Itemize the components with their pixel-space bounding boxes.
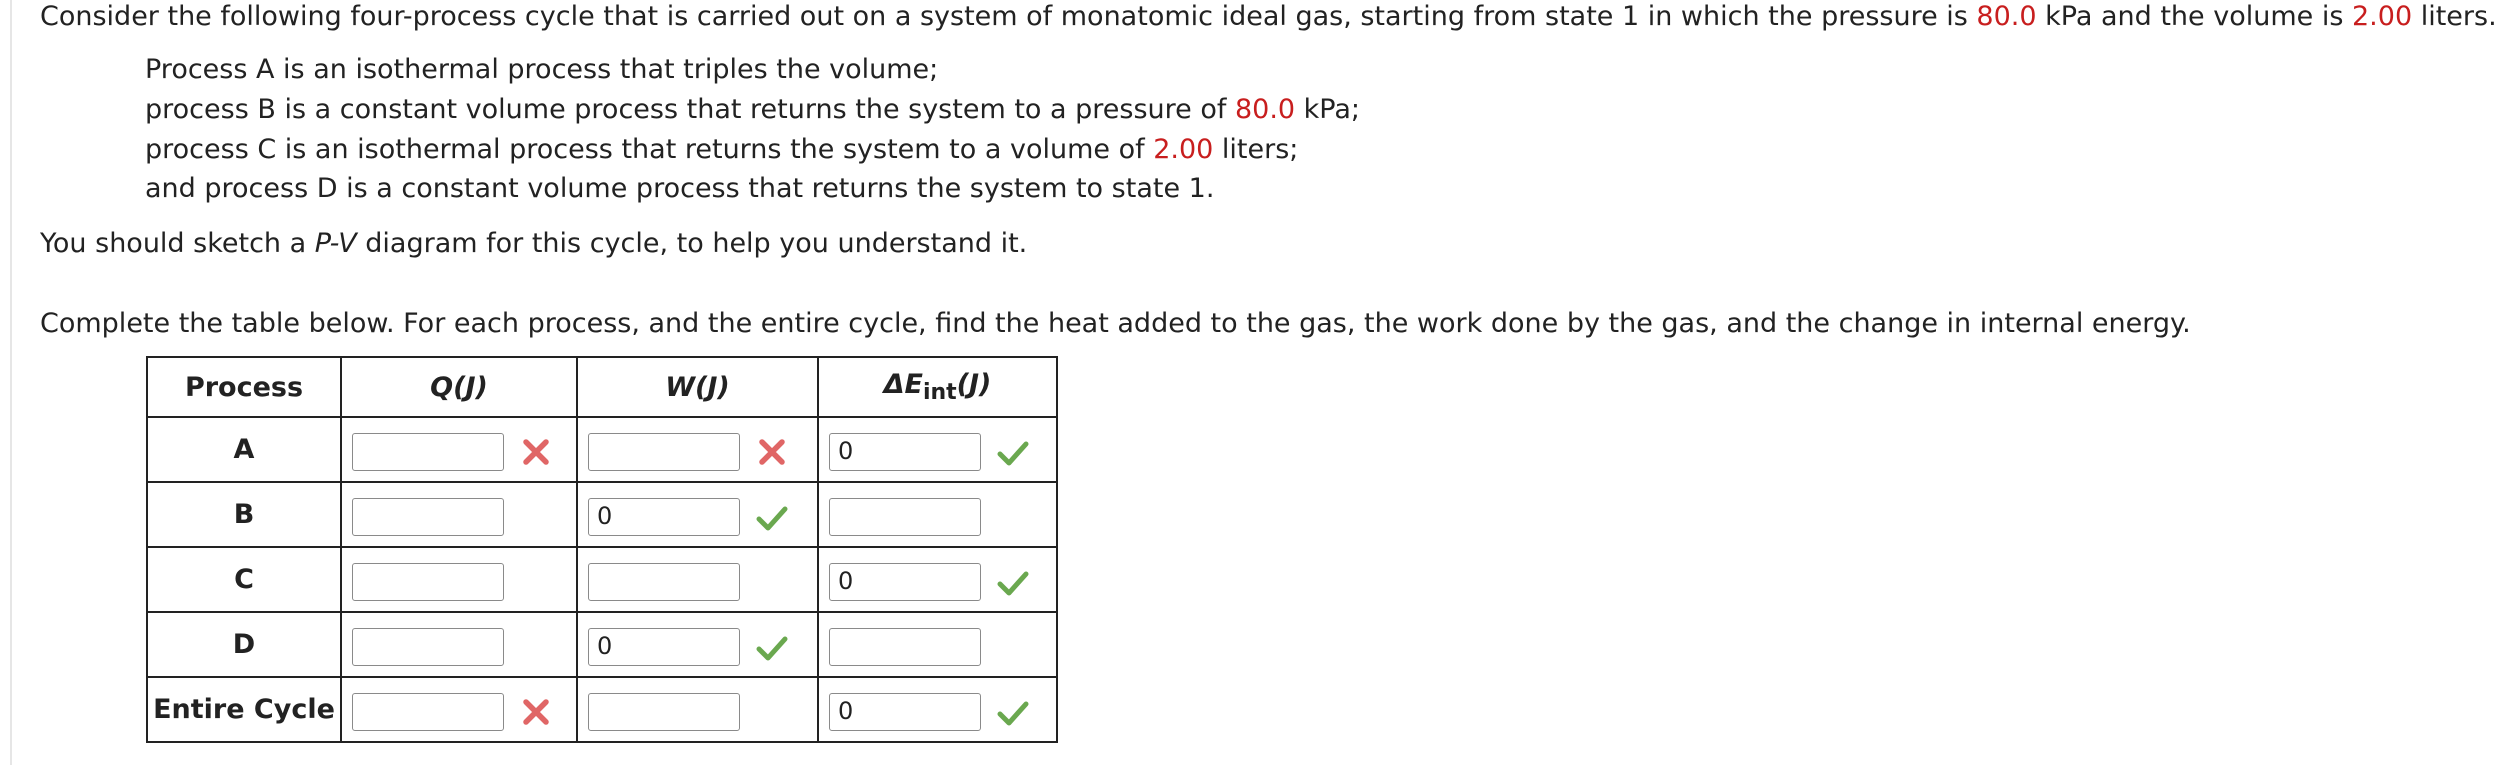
intro-text-3: liters. <box>2412 1 2497 32</box>
x-mark-icon <box>520 697 552 727</box>
table-row <box>147 417 1057 482</box>
row-label: B <box>147 482 341 547</box>
process-d-description: and process D is a constant volume process that returns the system to state 1. <box>145 173 1215 204</box>
heat-cell <box>341 547 577 612</box>
checkmark-icon <box>756 502 788 532</box>
row-label: C <box>147 547 341 612</box>
heat-cell <box>341 677 577 742</box>
heat-input[interactable] <box>352 563 504 601</box>
table-instruction: Complete the table below. For each process, and the entire cycle, find the heat added to the gas, the work done by the gas, and the change in internal energy. <box>40 308 2191 339</box>
process-c-volume-value: 2.00 <box>1153 134 1214 165</box>
work-cell <box>577 547 818 612</box>
work-cell <box>577 677 818 742</box>
answer-table <box>146 356 1058 743</box>
work-cell <box>577 417 818 482</box>
table-row <box>147 677 1057 742</box>
work-input[interactable] <box>588 433 740 471</box>
x-mark-icon <box>756 437 788 467</box>
work-input[interactable] <box>588 563 740 601</box>
internal-energy-cell-content <box>819 548 1056 611</box>
internal-energy-input[interactable] <box>829 498 981 536</box>
internal-energy-input[interactable] <box>829 628 981 666</box>
process-b-description <box>145 93 1360 127</box>
header-internal-energy <box>818 357 1057 417</box>
sketch-text-1: You should sketch a <box>40 228 315 259</box>
header-energy-unit: (J) <box>956 369 992 400</box>
initial-volume-value: 2.00 <box>2352 1 2413 32</box>
internal-energy-cell <box>818 482 1057 547</box>
heat-cell-content <box>342 483 576 546</box>
checkmark-icon <box>997 437 1029 467</box>
header-work: W(J) <box>577 357 818 417</box>
row-label: A <box>147 417 341 482</box>
process-b-pressure-value: 80.0 <box>1234 94 1296 125</box>
row-label: D <box>147 612 341 677</box>
row-label: Entire Cycle <box>147 677 341 742</box>
process-c-unit: liters; <box>1213 134 1299 165</box>
pv-label: P-V <box>314 228 357 259</box>
heat-cell-content <box>342 418 576 481</box>
work-input[interactable]: 0 <box>588 498 740 536</box>
initial-pressure-value: 80.0 <box>1976 1 2037 32</box>
heat-input[interactable] <box>352 433 504 471</box>
work-cell <box>577 482 818 547</box>
work-cell <box>577 612 818 677</box>
process-b-unit: kPa; <box>1295 94 1361 125</box>
work-cell-content <box>578 418 817 481</box>
problem-intro <box>40 0 2497 34</box>
work-input[interactable] <box>588 693 740 731</box>
header-int-subscript: int <box>922 380 957 405</box>
header-delta-e: ΔE <box>883 369 923 400</box>
intro-text-1: Consider the following four-process cycle that is carried out on a system of monatomic ideal gas, starting from state 1 in which the pressure is <box>40 1 1977 32</box>
table-row <box>147 547 1057 612</box>
sketch-text-2: diagram for this cycle, to help you understand it. <box>356 228 1028 259</box>
internal-energy-cell-content <box>819 613 1056 676</box>
checkmark-icon <box>997 567 1029 597</box>
work-input[interactable]: 0 <box>588 628 740 666</box>
process-a-description: Process A is an isothermal process that triples the volume; <box>145 54 939 85</box>
intro-text-2: kPa and the volume is <box>2036 1 2352 32</box>
internal-energy-input[interactable]: 0 <box>829 563 981 601</box>
process-b-text: process B is a constant volume process that returns the system to a pressure of <box>145 94 1235 125</box>
header-process: Process <box>147 357 341 417</box>
heat-cell <box>341 612 577 677</box>
x-mark-icon <box>520 437 552 467</box>
internal-energy-cell <box>818 677 1057 742</box>
internal-energy-cell-content <box>819 418 1056 481</box>
table-row <box>147 612 1057 677</box>
internal-energy-input[interactable]: 0 <box>829 433 981 471</box>
heat-cell <box>341 482 577 547</box>
table-row <box>147 482 1057 547</box>
heat-cell-content <box>342 548 576 611</box>
checkmark-icon <box>997 697 1029 727</box>
internal-energy-cell <box>818 547 1057 612</box>
heat-input[interactable] <box>352 498 504 536</box>
process-c-text: process C is an isothermal process that returns the system to a volume of <box>145 134 1154 165</box>
work-cell-content <box>578 548 817 611</box>
heat-input[interactable] <box>352 628 504 666</box>
heat-cell-content <box>342 678 576 741</box>
work-cell-content <box>578 613 817 676</box>
internal-energy-cell-content <box>819 483 1056 546</box>
work-cell-content <box>578 678 817 741</box>
work-cell-content <box>578 483 817 546</box>
checkmark-icon <box>756 632 788 662</box>
heat-cell <box>341 417 577 482</box>
internal-energy-input[interactable]: 0 <box>829 693 981 731</box>
internal-energy-cell <box>818 417 1057 482</box>
heat-cell-content <box>342 613 576 676</box>
left-border <box>10 0 12 765</box>
heat-input[interactable] <box>352 693 504 731</box>
sketch-instruction <box>40 227 1027 261</box>
process-c-description <box>145 133 1298 167</box>
internal-energy-cell-content <box>819 678 1056 741</box>
table-header-row <box>147 357 1057 417</box>
header-heat: Q(J) <box>341 357 577 417</box>
internal-energy-cell <box>818 612 1057 677</box>
